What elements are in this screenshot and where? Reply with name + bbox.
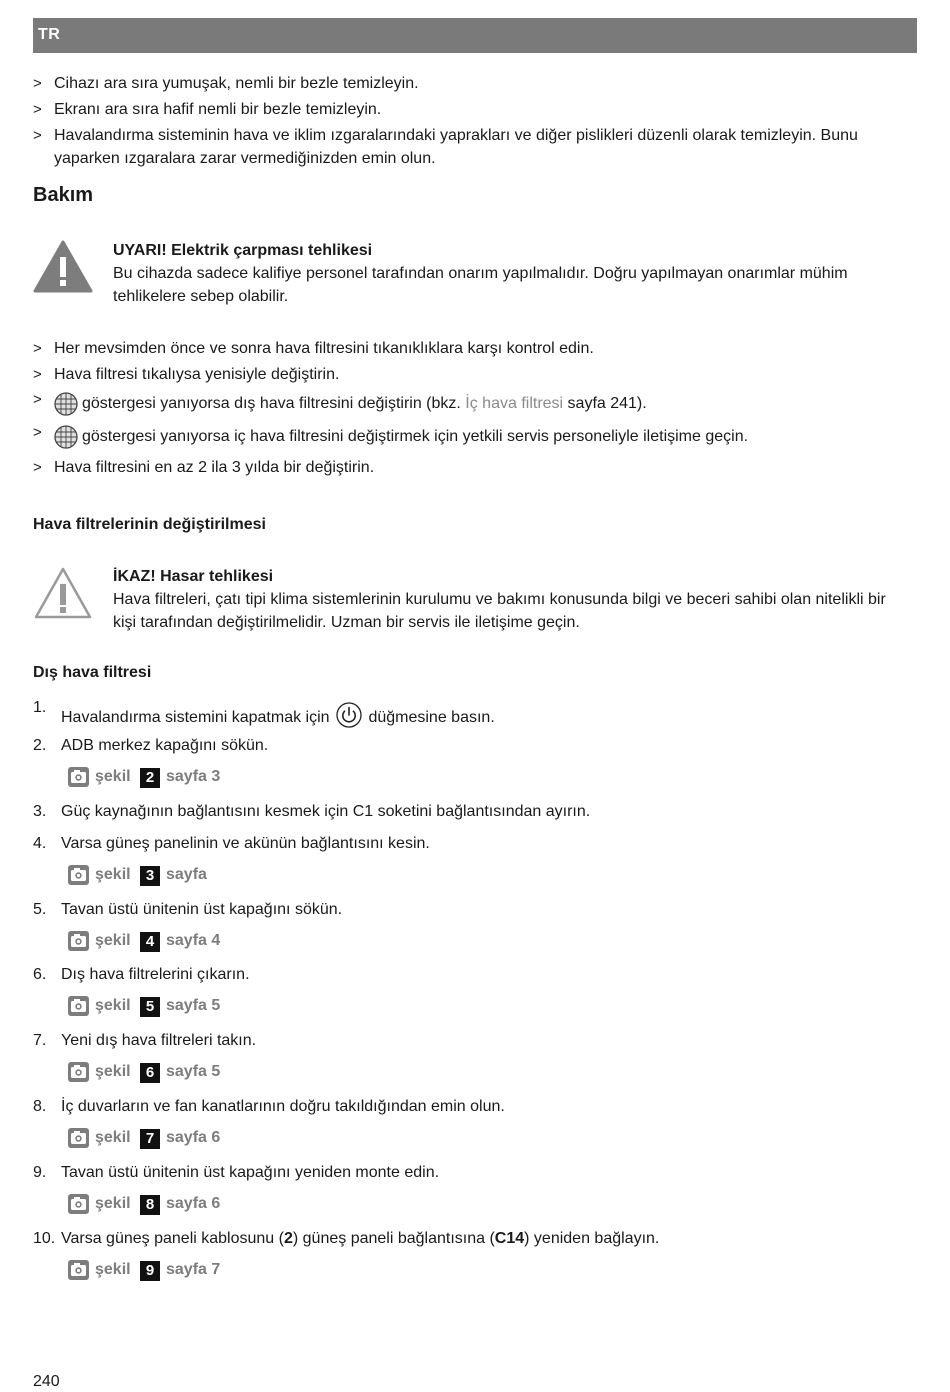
bullet-chevron-icon: > xyxy=(33,391,42,408)
step-number: 5. xyxy=(33,901,47,918)
camera-icon xyxy=(68,996,89,1016)
step-text xyxy=(61,1227,659,1250)
warning-block xyxy=(33,240,913,310)
step-text-part: düğmesine basın. xyxy=(368,709,495,726)
camera-icon xyxy=(68,865,89,885)
bullet-chevron-icon: > xyxy=(33,101,42,118)
step-text: ADB merkez kapağını sökün. xyxy=(61,737,269,754)
figure-label: şekil xyxy=(95,997,131,1014)
step-number: 2. xyxy=(33,737,47,754)
list-item xyxy=(33,124,908,170)
step-number: 4. xyxy=(33,835,47,852)
camera-icon xyxy=(68,1194,89,1214)
figure-page: sayfa 7 xyxy=(166,1261,221,1278)
camera-icon xyxy=(68,767,89,787)
bullet-chevron-icon: > xyxy=(33,366,42,383)
filter-grid-icon xyxy=(54,425,78,449)
step-text: İç duvarların ve fan kanatlarının doğru takıldığından emin olun. xyxy=(61,1098,505,1115)
list-item xyxy=(33,98,908,121)
step-text: Yeni dış hava filtreleri takın. xyxy=(61,1032,257,1049)
step-number: 9. xyxy=(33,1164,47,1181)
bullet-text: Ekranı ara sıra hafif nemli bir bezle temizleyin. xyxy=(54,101,382,118)
camera-icon xyxy=(68,1062,89,1082)
figure-label: şekil xyxy=(95,1063,131,1080)
header-bar xyxy=(33,18,917,53)
step-number: 3. xyxy=(33,803,47,820)
bullet-text: Cihazı ara sıra yumuşak, nemli bir bezle temizleyin. xyxy=(54,75,419,92)
figure-label: şekil xyxy=(95,768,131,785)
bullet-chevron-icon: > xyxy=(33,127,42,144)
figure-page: sayfa 5 xyxy=(166,1063,221,1080)
warning-title: UYARI! Elektrik çarpması tehlikesi xyxy=(113,242,373,259)
step-text xyxy=(61,702,495,729)
power-icon xyxy=(336,702,362,728)
figure-page: sayfa xyxy=(166,866,207,883)
step-number: 1. xyxy=(33,699,47,716)
bullet-text: Havalandırma sisteminin hava ve iklim ızgaralarındaki yaprakları ve diğer pislikleri düzenli olarak temizleyin. Bunu yaparken ızgaralara zarar vermediğinizden emin olun. xyxy=(54,127,858,167)
camera-icon xyxy=(68,1260,89,1280)
caution-triangle-icon xyxy=(33,566,93,620)
bullet-text-with-icon xyxy=(33,425,908,449)
step-text: Tavan üstü ünitenin üst kapağını sökün. xyxy=(61,901,343,918)
bullet-text: Her mevsimden önce ve sonra hava filtresini tıkanıklıklara karşı kontrol edin. xyxy=(54,340,594,357)
figure-number-badge: 8 xyxy=(140,1195,160,1215)
section-heading-outer-filter: Dış hava filtresi xyxy=(33,664,152,681)
step-number: 10. xyxy=(33,1230,56,1247)
step-text: Güç kaynağının bağlantısını kesmek için C1 soketini bağlantısından ayırın. xyxy=(61,803,591,820)
camera-icon xyxy=(68,931,89,951)
figure-label: şekil xyxy=(95,1129,131,1146)
figure-label: şekil xyxy=(95,932,131,949)
bullet-text: göstergesi yanıyorsa dış hava filtresini değiştirin (bkz. xyxy=(82,395,466,413)
bullet-text: göstergesi yanıyorsa iç hava filtresini değiştirmek için yetkili servis personeliyle iletişime geçin. xyxy=(82,428,749,446)
figure-page: sayfa 6 xyxy=(166,1195,221,1212)
figure-number-badge: 3 xyxy=(140,866,160,886)
caution-title: İKAZ! Hasar tehlikesi xyxy=(113,568,274,585)
list-item xyxy=(33,363,908,386)
step-text: Varsa güneş panelinin ve akünün bağlantısını kesin. xyxy=(61,835,430,852)
section-heading-maintenance: Bakım xyxy=(33,184,94,206)
figure-label: şekil xyxy=(95,1195,131,1212)
step-text-part: ) güneş paneli bağlantısına ( xyxy=(292,1230,495,1247)
step-text-bold: 2 xyxy=(283,1230,293,1247)
figure-page: sayfa 5 xyxy=(166,997,221,1014)
step-text-bold: C14 xyxy=(494,1230,525,1247)
bullet-chevron-icon: > xyxy=(33,459,42,476)
figure-number-badge: 5 xyxy=(140,997,160,1017)
warning-text: Bu cihazda sadece kalifiye personel tarafından onarım yapılmalıdır. Doğru yapılmayan onarımlar mühim tehlikelere sebep olabilir. xyxy=(113,265,848,305)
step-number: 6. xyxy=(33,966,47,983)
step-number: 7. xyxy=(33,1032,47,1049)
figure-label: şekil xyxy=(95,866,131,883)
bullet-text: sayfa 241). xyxy=(563,395,647,413)
step-text-part: Varsa güneş paneli kablosunu ( xyxy=(61,1230,284,1247)
step-text-part: Havalandırma sistemini kapatmak için xyxy=(61,709,330,726)
step-number: 8. xyxy=(33,1098,47,1115)
section-heading-filter-change: Hava filtrelerinin değiştirilmesi xyxy=(33,516,266,533)
figure-number-badge: 9 xyxy=(140,1261,160,1281)
bullet-text: Hava filtresi tıkalıysa yenisiyle değiştirin. xyxy=(54,366,340,383)
figure-page: sayfa 4 xyxy=(166,932,221,949)
list-item xyxy=(33,337,908,360)
bullet-text: Hava filtresini en az 2 ila 3 yılda bir değiştirin. xyxy=(54,459,375,476)
figure-number-badge: 4 xyxy=(140,932,160,952)
cross-reference-link[interactable]: İç hava filtresi xyxy=(465,395,564,413)
step-item xyxy=(33,696,913,726)
step-text-part: ) yeniden bağlayın. xyxy=(524,1230,660,1247)
list-item xyxy=(33,72,908,95)
bullet-chevron-icon: > xyxy=(33,340,42,357)
bullet-chevron-icon: > xyxy=(33,424,42,441)
figure-page: sayfa 3 xyxy=(166,768,221,785)
warning-triangle-icon xyxy=(33,240,93,294)
figure-number-badge: 7 xyxy=(140,1129,160,1149)
step-text: Tavan üstü ünitenin üst kapağını yeniden monte edin. xyxy=(61,1164,440,1181)
figure-label: şekil xyxy=(95,1261,131,1278)
figure-number-badge: 6 xyxy=(140,1063,160,1083)
figure-number-badge: 2 xyxy=(140,768,160,788)
bullet-chevron-icon: > xyxy=(33,75,42,92)
caution-text: Hava filtreleri, çatı tipi klima sistemlerinin kurulumu ve bakımı konusunda bilgi ve beceri sahibi olan nitelikli bir kişi tarafından değiştirilmelidir. Uzman bir servis ile iletişime geçin. xyxy=(113,591,886,631)
bullet-text-with-icon xyxy=(33,392,908,416)
caution-block xyxy=(33,566,913,636)
page-number: 240 xyxy=(33,1373,60,1390)
list-item xyxy=(33,392,908,416)
filter-grid-icon xyxy=(54,392,78,416)
camera-icon xyxy=(68,1128,89,1148)
list-item xyxy=(33,425,908,449)
list-item xyxy=(33,456,908,479)
figure-page: sayfa 6 xyxy=(166,1129,221,1146)
step-text: Dış hava filtrelerini çıkarın. xyxy=(61,966,250,983)
language-label: TR xyxy=(38,26,61,43)
